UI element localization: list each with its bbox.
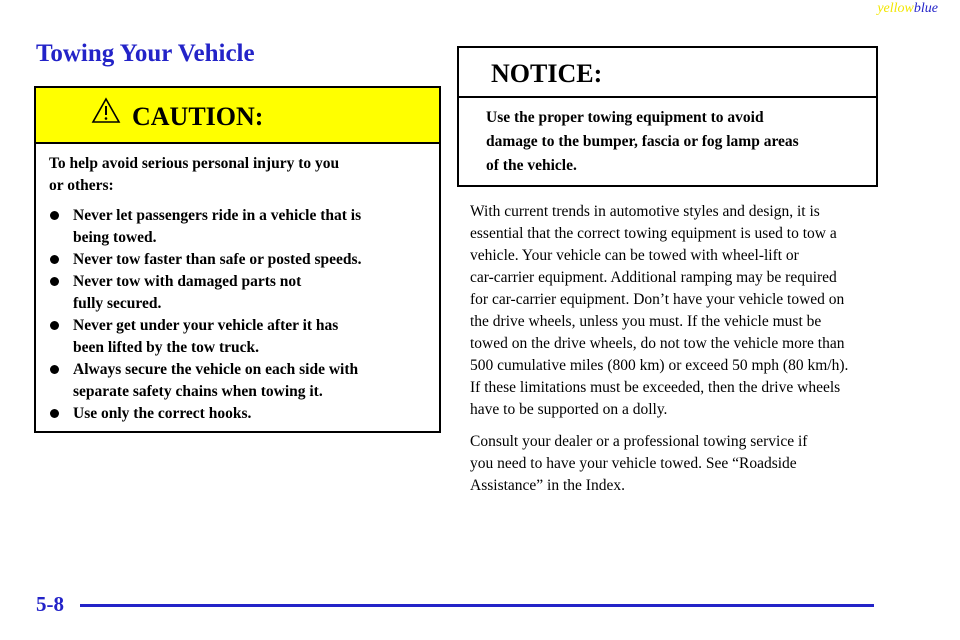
caution-item-line: Never tow with damaged parts not [73, 273, 302, 290]
caution-item-line: been lifted by the tow truck. [73, 339, 259, 356]
caution-item-line: fully secured. [73, 295, 162, 312]
caution-item [49, 205, 418, 249]
page-number: 5-8 [36, 592, 64, 616]
caution-intro-line: To help avoid serious personal injury to you [49, 155, 340, 172]
color-tag-yellow: yellow [877, 1, 914, 16]
paragraph-line: Consult your dealer or a professional towing service if [470, 433, 808, 450]
warning-triangle-icon [91, 97, 121, 124]
caution-box [34, 86, 441, 433]
caution-item [49, 403, 418, 425]
caution-title: CAUTION: [132, 102, 264, 131]
caution-item-line: being towed. [73, 229, 157, 246]
footer-rule [80, 604, 874, 607]
caution-item [49, 315, 418, 359]
notice-header [459, 48, 876, 98]
notice-line: damage to the bumper, fascia or fog lamp areas [486, 133, 799, 150]
paragraph-line: have to be supported on a dolly. [470, 401, 668, 418]
caution-body [36, 144, 439, 425]
notice-line: of the vehicle. [486, 157, 577, 174]
color-tag [877, 1, 938, 17]
caution-item-line: Never get under your vehicle after it has [73, 317, 339, 334]
paragraph-line: If these limitations must be exceeded, then the drive wheels [470, 379, 841, 396]
caution-item-line: Use only the correct hooks. [73, 405, 252, 422]
paragraph-line: vehicle. Your vehicle can be towed with wheel-lift or [470, 247, 799, 264]
caution-item-line: Always secure the vehicle on each side with [73, 361, 359, 378]
caution-item [49, 359, 418, 403]
caution-header [36, 88, 439, 144]
caution-item-line: Never tow faster than safe or posted speeds. [73, 251, 362, 268]
color-tag-blue: blue [913, 1, 938, 16]
caution-item-line: Never let passengers ride in a vehicle that is [73, 207, 362, 224]
paragraph-line: towed on the drive wheels, do not tow the vehicle more than [470, 335, 845, 352]
paragraph-line: car-carrier equipment. Additional ramping may be required [470, 269, 837, 286]
caution-list [49, 205, 425, 425]
notice-box [457, 46, 878, 187]
body-text [470, 201, 880, 507]
notice-title: NOTICE: [491, 59, 603, 88]
paragraph-line: With current trends in automotive styles and design, it is [470, 203, 820, 220]
paragraph-line: essential that the correct towing equipment is used to tow a [470, 225, 837, 242]
notice-body [459, 98, 876, 178]
page-title: Towing Your Vehicle [36, 40, 255, 67]
paragraph [470, 201, 880, 421]
paragraph-line: Assistance” in the Index. [470, 477, 625, 494]
paragraph-line: 500 cumulative miles (800 km) or exceed 50 mph (80 km/h). [470, 357, 849, 374]
paragraph-line: the drive wheels, unless you must. If the vehicle must be [470, 313, 822, 330]
caution-item-line: separate safety chains when towing it. [73, 383, 323, 400]
caution-intro [49, 153, 409, 197]
caution-intro-line: or others: [49, 177, 114, 194]
paragraph-line: you need to have your vehicle towed. See “Roadside [470, 455, 797, 472]
paragraph-line: for car-carrier equipment. Don’t have your vehicle towed on [470, 291, 845, 308]
paragraph [470, 431, 880, 497]
caution-item [49, 249, 418, 271]
caution-item [49, 271, 418, 315]
notice-line: Use the proper towing equipment to avoid [486, 109, 764, 126]
